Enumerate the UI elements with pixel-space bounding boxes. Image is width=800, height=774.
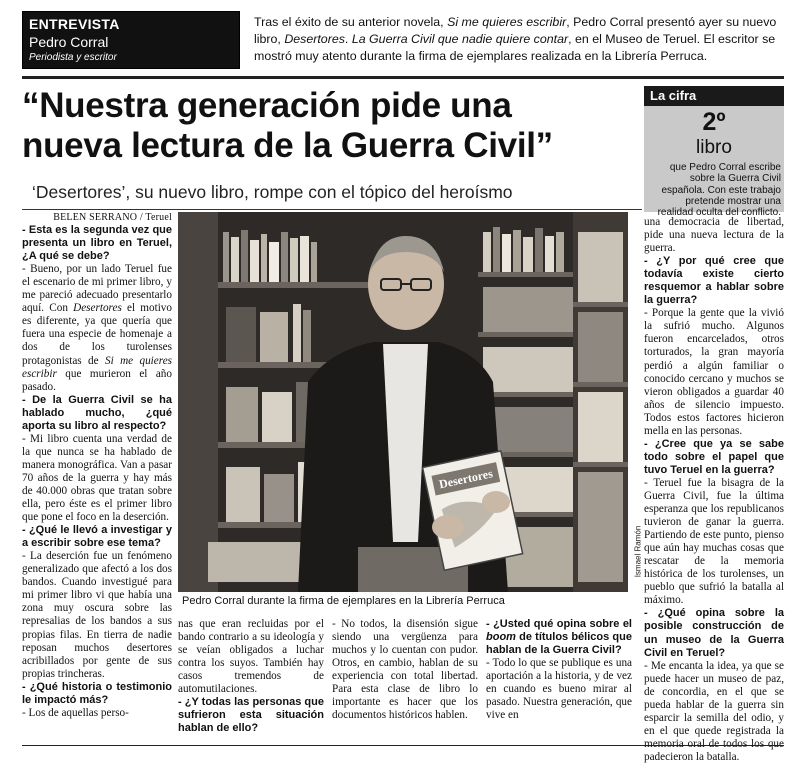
question: - ¿Qué opina sobre la posible construcción de un museo de la Guerra Civil en Teruel? — [644, 607, 784, 659]
intro-book-title-1: Si me quieres escribir — [447, 15, 567, 29]
section-label-box — [22, 11, 240, 69]
column-2 — [178, 618, 324, 735]
interviewee-name: Pedro Corral — [29, 34, 109, 50]
answer-text: - Bueno, por un lado Teruel fue el escenario de mi primer libro, y me pareció adecuado presentarlo aquí. Con — [22, 263, 172, 315]
intro-text-3: . — [344, 32, 352, 46]
cifra-text: que Pedro Corral escribe sobre la Guerra Civil española. Con este trabajo pretende mostrar una realidad oculta del conflicto. — [657, 162, 781, 219]
book-cover-title: Desertores — [437, 466, 494, 492]
question-text: - ¿Usted qué opina sobre el — [486, 618, 632, 630]
question: - ¿Y todas las personas que sufrieron esta situación hablan de ello? — [178, 696, 324, 735]
question-text: de títulos bélicos que hablan de la Guerra Civil? — [486, 631, 632, 657]
book-title: Desertores — [73, 302, 122, 315]
answer: - Mi libro cuenta una verdad de la que nunca se ha hablado de manera monográfica. Van a pasar 70 años de la guerra y hay más de 40.000 obras que tratan sobre ella, pero éste es el primer libro que pone el foco en la deserción. — [22, 432, 172, 524]
headline — [22, 86, 632, 166]
section-title: ENTREVISTA — [29, 16, 120, 32]
intro-text-2: , Pedro Corral presentó ayer su nuevo libro, — [254, 15, 777, 46]
column-1 — [22, 211, 172, 720]
interviewee-role: Periodista y escritor — [29, 52, 117, 63]
article-rule — [22, 209, 642, 210]
answer: una democracia de libertad, pide una nueva lectura de la guerra. — [644, 216, 784, 255]
answer-text: que murieron el año pasado. — [22, 367, 172, 393]
question: - ¿Y por qué cree que todavía existe cierto resquemor a hablar sobre la guerra? — [644, 255, 784, 307]
answer: - Me encanta la idea, ya que se puede hacer un museo de paz, de concordia, en el que se pueda hablar de la guerra sin esparcir la semilla del odio, y en el que quede registrada la memoria oral de todos los que padecieron la batalla. — [644, 659, 784, 763]
top-rule — [22, 76, 784, 79]
cifra-unit: libro — [696, 137, 732, 158]
book-title: Si me quieres escribir — [22, 354, 173, 380]
answer: - Porque la gente que la vivió la sufrió mucho. Algunos fueron encarcelados, otros torturados, la gran mayoría perdió a algún familiar o conocido cercano y muchos se vieron obligados a guardar 40 años de silencio impuesto. Todos estos factores hicieron mella en las personas. — [644, 307, 784, 437]
headline-line-2: nueva lectura de la Guerra Civil” — [22, 126, 553, 165]
intro-book-title-2: Desertores — [284, 32, 345, 46]
answer-text: el motivo es diferente, ya que quería que fuera una especie de homenaje a dos de los turolenses protagonistas de — [22, 302, 172, 367]
answer: - Teruel fue la bisagra de la Guerra Civil, fue la última esperanza que los republicanos tuvieron de ganar la guerra. Partiendo de este punto, pienso que aún hay muchas cosas que rescatar de la memoria histórica de los turolenses, un pueblo que sufrió la batalla al máximo. — [644, 476, 784, 607]
question — [486, 618, 632, 657]
answer — [22, 263, 172, 393]
cifra-box — [644, 86, 784, 219]
intro-text-4: , en el Museo de Teruel. El escritor se mostró muy atento durante la firma de ejemplares realizada en la Librería Perruca. — [254, 32, 776, 63]
intro-paragraph — [254, 14, 784, 65]
photo-credit-text: Ismael Ramón — [633, 525, 643, 578]
answer: - No todos, la disensión sigue siendo una vergüenza para muchos y lo cuentan con pudor. Otros, en cambio, hablan de su experiencia con total libertad. Para esta clase de libro lo importante es hacer que los documentos históricos hablen. — [332, 618, 478, 722]
subheadline: ‘Desertores’, su nuevo libro, rompe con el tópico del heroísmo — [32, 182, 513, 202]
photo — [178, 212, 628, 592]
answer: - Los de aquellas perso- — [22, 706, 129, 719]
question: - ¿Qué historia o testimonio le impactó más? — [22, 680, 172, 706]
intro-book-subtitle: La Guerra Civil que nadie quiere contar — [351, 32, 569, 46]
cifra-body — [644, 106, 784, 219]
photo-caption: Pedro Corral durante la firma de ejemplares en la Librería Perruca — [182, 595, 505, 607]
cifra-header — [644, 86, 784, 106]
photo-illustration — [178, 212, 628, 592]
intro-text-1: Tras el éxito de su anterior novela, — [254, 15, 448, 29]
cifra-label: La cifra — [650, 88, 697, 103]
question: - ¿Cree que ya se sabe todo sobre el papel que tuvo Teruel en la guerra? — [644, 437, 784, 476]
headline-line-1: “Nuestra generación pide una — [22, 86, 512, 125]
answer: - La deserción fue un fenómeno generalizado que afectó a los dos bandos. Cuando investigué para mi primer libro vi que había una zona muy oscura sobre las represalias de los bandos a sus propias filas. En tierra de nadie reposan muchos desertores acribillados por gente de sus propias trincheras. — [22, 550, 172, 680]
column-3 — [332, 618, 478, 722]
question: - ¿Qué le llevó a investigar y a escribir sobre ese tema? — [22, 524, 172, 550]
question: - Esta es la segunda vez que presenta un libro en Teruel, ¿A qué se debe? — [22, 224, 172, 263]
column-4 — [486, 618, 632, 722]
photo-credit — [629, 515, 641, 593]
column-5 — [644, 216, 784, 764]
cifra-number: 2º — [702, 108, 726, 136]
bottom-rule — [22, 745, 784, 746]
answer: nas que eran recluidas por el bando contrario a su ideología y se veían obligados a luchar contra los suyos. También hay casos tremendos de automutilaciones. — [178, 618, 324, 696]
question-emphasis: boom — [486, 631, 516, 644]
question: - De la Guerra Civil se ha hablado mucho, ¿qué aporta su libro al respecto? — [22, 393, 172, 432]
byline: BELEN SERRANO / Teruel — [53, 212, 172, 223]
answer: - Todo lo que se publique es una aportación a la historia, y de vez en cuando es bueno mirar al pasado. Nuestra generación, que vive en — [486, 657, 632, 722]
